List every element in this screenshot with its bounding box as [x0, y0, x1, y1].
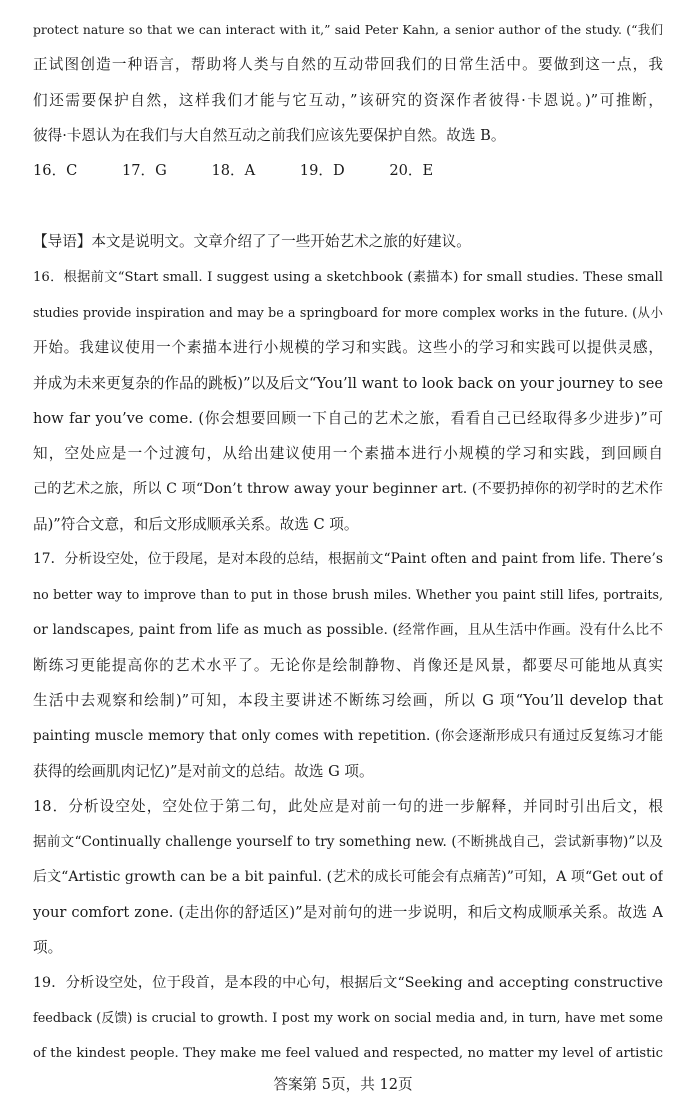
text-line: feedback (反馈) is crucial to growth. I post my work on social media and, in turn, have met some — [33, 1011, 663, 1027]
answer-19: 19．D — [299, 162, 345, 180]
text-line: 正试图创造一种语言，帮助将人类与自然的互动带回我们的日常生活中。要做到这一点，我 — [33, 56, 663, 74]
page-footer: 答案第 5页，共 12页 — [273, 1076, 413, 1093]
answer-20: 20．E — [389, 162, 434, 180]
text-line: 后文“Artistic growth can be a bit painful. (艺术的成长可能会有点痛苦)”可知，A 项“Get out of — [33, 868, 663, 885]
text-line: 生活中去观察和绘制)”可知，本段主要讲述不断练习绘画，所以 G 项“You’ll develop that — [33, 692, 663, 710]
text-line: 16．根据前文“Start small. I suggest using a sketchbook (素描本) for small studies. These small — [33, 269, 663, 285]
text-line: painting muscle memory that only comes with repetition. (你会逐渐形成只有通过反复练习才能 — [33, 727, 663, 744]
answer-16: 16．C — [33, 162, 78, 180]
text-line: 开始。我建议使用一个素描本进行小规模的学习和实践。这些小的学习和实践可以提供灵感， — [33, 339, 663, 357]
text-line: 己的艺术之旅，所以 C 项“Don’t throw away your beginner art. (不要扔掉你的初学时的艺术作 — [33, 480, 663, 497]
text-line: 知，空处应是一个过渡句，从给出建议使用一个素描本进行小规模的学习和实践，到回顾自 — [33, 445, 663, 463]
text-line: 17．分析设空处，位于段尾，是对本段的总结，根据前文“Paint often and paint from life. There’s — [33, 551, 663, 568]
answer-17: 17．G — [121, 162, 167, 180]
text-line: or landscapes, paint from life as much as possible. (经常作画，且从生活中作画。没有什么比不 — [33, 621, 663, 638]
answer-18: 18．A — [211, 162, 256, 180]
intro-line: 【导语】本文是说明文。文章介绍了了一些开始艺术之旅的好建议。 — [33, 233, 471, 251]
text-line: 断练习更能提高你的艺术水平了。无论你是绘制静物、肖像还是风景，都要尽可能地从真实 — [33, 657, 663, 675]
text-line: 19．分析设空处，位于段首，是本段的中心句，根据后文“Seeking and accepting constructive — [33, 974, 663, 991]
text-line: 项。 — [33, 939, 63, 957]
text-line: 获得的绘画肌肉记忆)”是对前文的总结。故选 G 项。 — [33, 762, 374, 780]
answer-page — [33, 12, 663, 1072]
text-line: studies provide inspiration and may be a springboard for more complex works in the future. (从小 — [33, 305, 663, 321]
text-line: 18．分析设空处，空处位于第二句，此处应是对前一句的进一步解释，并同时引出后文，根 — [33, 798, 663, 816]
text-line: 们还需要保护自然，这样我们才能与它互动，”该研究的资深作者彼得·卡恩说。)”可推断， — [33, 91, 663, 109]
passage-c-explanation — [33, 224, 663, 1071]
text-line: protect nature so that we can interact with it,” said Peter Kahn, a senior author of the study. (“我们 — [33, 22, 663, 37]
text-line: your comfort zone. (走出你的舒适区)”是对前句的进一步说明，和后文构成顺承关系。故选 A — [33, 904, 663, 922]
text-line: 并成为未来更复杂的作品的跳板)”以及后文“You’ll want to look back on your journey to see — [33, 374, 663, 392]
text-line: 彼得·卡恩认为在我们与大自然互动之前我们应该先要保护自然。故选 B。 — [33, 126, 506, 144]
text-line: 品)”符合文意，和后文形成顺承关系。故选 C 项。 — [33, 515, 359, 533]
answer-key — [33, 153, 663, 188]
text-line: how far you’ve come. (你会想要回顾一下自己的艺术之旅，看看自己已经取得多少进步)”可 — [33, 409, 663, 427]
text-line: no better way to improve than to put in those brush miles. Whether you paint still lifes, portraits, — [33, 587, 663, 603]
spacer — [33, 188, 663, 224]
text-line: 据前文“Continually challenge yourself to try something new. (不断挑战自己，尝试新事物)”以及 — [33, 833, 663, 850]
text-line: of the kindest people. They make me feel valued and respected, no matter my level of artistic — [33, 1046, 663, 1062]
passage-b-explanation — [33, 12, 663, 153]
